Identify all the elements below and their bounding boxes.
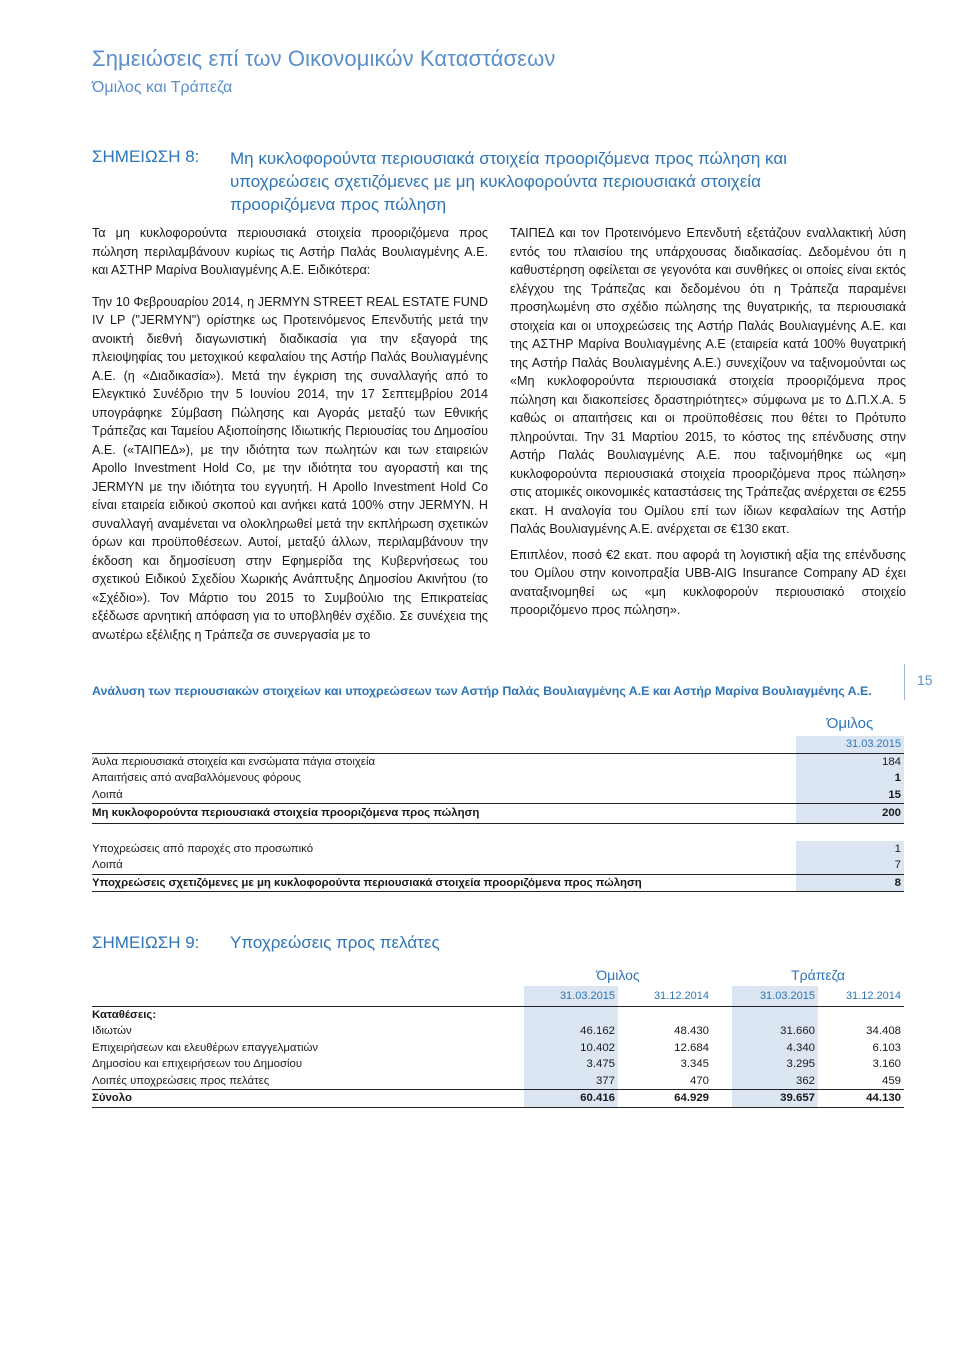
row-value: 12.684 [674, 1041, 709, 1054]
row-label: Σύνολο [92, 1092, 132, 1104]
note9-title: Υποχρεώσεις προς πελάτες [230, 933, 440, 952]
row-value: 48.430 [674, 1025, 709, 1037]
section-label: Καταθέσεις: [92, 1008, 157, 1021]
analysis-date-header: 31.03.2015 [796, 736, 904, 753]
note8-label: ΣΗΜΕΙΩΣΗ 8: [92, 147, 200, 166]
row-value: 3.475 [524, 1056, 618, 1073]
row-value: 1 [796, 841, 904, 858]
note8-paragraph: Την 10 Φεβρουαρίου 2014, η JERMYN STREET REAL ESTATE FUND IV LP ("JERMYN") ορίστηκε ως Προτεινόμενος Επενδυτής μετά την ανοικτή διεθνή διαγωνιστική διαδικασία για την εξαγορά της πλειοψηφίας του μετοχικού κεφαλαίου της Αστήρ Παλάς Βουλιαγμένης Α.Ε. (η «Διαδικασία»). Μετά την έγκριση της συναλλαγής από το Ελεγκτικό Συνέδριο την 5 Ιουνίου 2014, την 17 Σεπτεμβρίου 2014 υπογράφηκε Σύμβαση Πώλησης και Αγοράς μεταξύ των Εθνικής Τράπεζας και Ταμείου Αξιοποίησης Ιδιωτικής Περιουσίας του Δημοσίου Α.Ε. («ΤΑΙΠΕΔ»), με την ιδιότητα των πωλητών και των εταιρειών Apollo Investment Hold Co, με την ιδιότητα του αγοραστή και της JERMYN με την ιδιότητα του εγγυητή. Η Apollo Investment Hold Co είναι εταιρεία ειδικού σκοπού και ανήκει κατά 100% στην JERMYN. Η συναλλαγή αναμένεται να ολοκληρωθεί μετά την εκπλήρωση σχετικών όρων και προϋποθέσεων. Αυτοί, μεταξύ άλλων, περιλαμβάνουν την έκδοση και δημοσίευση στην Εφημερίδα της Κυβερνήσεως του σχετικού Ειδικού Σχεδίου Χωρικής Ανάπτυξης Δημοσίου Ακινήτου (το «Σχέδιο»). Τον Μάρτιο του 2015 το Συμβούλιο της Επικρατείας εξέδωσε αρνητική απόφαση για το υποβληθέν σχέδιο. Σε συνέχεια της ανωτέρω εξέλιξης η Τράπεζα σε συνεργασία με το [92, 294, 488, 642]
row-value: 200 [796, 804, 904, 824]
table-row [92, 787, 904, 804]
table-row [92, 1073, 904, 1090]
note8-paragraph: Τα μη κυκλοφορούντα περιουσιακά στοιχεία προοριζόμενα προς πώληση περιλαμβάνουν κυρίως τις Αστήρ Παλάς Βουλιαγμένης Α.Ε. και ΑΣΤΗΡ Μαρίνα Βουλιαγμένης Α.Ε. Ειδικότερα: [92, 226, 488, 277]
table-row [92, 753, 904, 770]
row-value: 8 [796, 874, 904, 892]
note8-paragraph: ΤΑΙΠΕΔ και τον Προτεινόμενο Επενδυτή εξετάζουν εναλλακτική λύση εντός του πλαισίου της υπάρχουσας διαδικασίας. Δεδομένου ότι η καθυστέρηση οφείλεται σε γεγονότα και συνθήκες οι οποίες είναι εκτός ελέγχου της Τράπεζας και δεδομένου ότι η Τράπεζα παραμένει προσηλωμένη στο σχέδιο πώλησης της θυγατρικής, τα περιουσιακά στοιχεία και οι υποχρεώσεις της Αστήρ Παλάς Βουλιαγμένης Α.Ε. και της ΑΣΤΗΡ Μαρίνα Βουλιαγμένης Α.Ε (εταιρεία κατά 100% θυγατρική της Αστήρ Παλάς Βουλιαγμένης Α.Ε.) συνεχίζουν να ταξινομούνται ως «Μη κυκλοφορούντα περιουσιακά στοιχεία προοριζόμενα προς πώληση και διακοπείσες δραστηριότητες» σύμφωνα με το Δ.Π.Χ.Α. 5 καθώς οι απαιτήσεις και οι προϋποθέσεις που θέτει το Πρότυπο πληρούνται. Την 31 Μαρτίου 2015, το κόστος της επένδυσης στην Αστήρ Παλάς Βουλιαγμένης Α.Ε. που ταξινομήθηκε ως «μη κυκλοφορούντα περιουσιακά στοιχεία προοριζόμενα προς πώληση» στις ατομικές οικονομικές καταστάσεις της Τράπεζας ανέρχεται σε €255 εκατ. Η αναλογία του Ομίλου επί των ίδιων κεφαλαίων της Αστήρ Παλάς Βουλιαγμένης Α.Ε. ανέρχεται σε €130 εκατ. [510, 226, 906, 536]
table-row [92, 1056, 904, 1073]
analysis-table [92, 712, 904, 892]
row-value: 184 [796, 753, 904, 770]
row-label: Απαιτήσεις από αναβαλλόμενους φόρους [92, 772, 301, 784]
date-header: 31.03.2015 [524, 986, 618, 1006]
row-label: Άυλα περιουσιακά στοιχεία και ενσώματα πάγια στοιχεία [92, 755, 376, 768]
table-total-row [92, 874, 904, 892]
section-row [92, 1006, 904, 1023]
note8-paragraph: Επιπλέον, ποσό €2 εκατ. που αφορά τη λογιστική αξία της επένδυσης του Ομίλου στην κοινοπραξία UBB-AIG Insurance Company AD έχει αναταξινομηθεί ως «μη κυκλοφορούν περιουσιακό στοιχείο προοριζόμενο προς πώληση». [510, 547, 906, 617]
deposits-table [92, 964, 904, 1108]
table-row [92, 1040, 904, 1057]
table-row [92, 770, 904, 787]
row-value: 3.160 [872, 1058, 901, 1070]
row-label: Δημοσίου και επιχειρήσεων του Δημοσίου [92, 1058, 303, 1070]
page-number: 15 [917, 672, 933, 688]
row-label: Λοιπά [92, 859, 123, 871]
note8-title-line: προοριζόμενα προς πώληση [230, 195, 447, 214]
row-label: Λοιπές υποχρεώσεις προς πελάτες [92, 1074, 270, 1087]
row-value: 60.416 [524, 1090, 618, 1108]
page-header-title: Σημειώσεις επί των Οικονομικών Καταστάσεων [92, 46, 556, 71]
row-value: 4.340 [732, 1040, 818, 1057]
row-label: Υποχρεώσεις σχετιζόμενες με μη κυκλοφορούντα περιουσιακά στοιχεία προοριζόμενα προς πώληση [92, 876, 642, 889]
row-value: 362 [732, 1073, 818, 1090]
note8-title-line: Μη κυκλοφορούντα περιουσιακά στοιχεία προοριζόμενα προς πώληση και [230, 149, 787, 168]
note8-title [230, 147, 870, 216]
row-label: Μη κυκλοφορούντα περιουσιακά στοιχεία προοριζόμενα προς πώληση [92, 807, 480, 820]
row-value: 10.402 [524, 1040, 618, 1057]
note8-title-line: υποχρεώσεις σχετιζόμενες με μη κυκλοφορούντα περιουσιακά στοιχεία [230, 172, 761, 191]
table-total-row [92, 1090, 904, 1108]
row-value: 64.929 [674, 1092, 709, 1104]
row-value: 6.103 [872, 1041, 901, 1054]
row-value: 470 [689, 1074, 709, 1087]
row-value: 44.130 [866, 1092, 901, 1104]
date-header: 31.12.2014 [618, 986, 712, 1006]
row-value: 7 [796, 857, 904, 874]
row-value: 31.660 [732, 1023, 818, 1040]
table-row [92, 857, 904, 874]
row-value: 39.657 [732, 1090, 818, 1108]
note8-right-column [510, 224, 906, 620]
note8-left-column [92, 224, 488, 644]
date-header: 31.12.2014 [818, 986, 904, 1006]
row-value: 1 [796, 770, 904, 787]
row-value: 459 [881, 1074, 901, 1087]
row-value: 377 [524, 1073, 618, 1090]
note9-label: ΣΗΜΕΙΩΣΗ 9: [92, 933, 200, 952]
group-header-trapeza: Τράπεζα [791, 966, 845, 983]
page-number-rule [904, 664, 905, 700]
row-label: Υποχρεώσεις από παροχές στο προσωπικό [92, 842, 314, 855]
analysis-title: Ανάλυση των περιουσιακών στοιχείων και υποχρεώσεων των Αστήρ Παλάς Βουλιαγμένης Α.Ε και Αστήρ Μαρίνα Βουλιαγμένης Α.Ε. [92, 684, 872, 698]
date-header: 31.03.2015 [732, 986, 818, 1006]
analysis-group-header: Όμιλος [826, 714, 874, 732]
row-value: 46.162 [524, 1023, 618, 1040]
row-label: Λοιπά [92, 788, 123, 801]
table-total-row [92, 804, 904, 824]
table-row [92, 1023, 904, 1040]
row-label: Επιχειρήσεων και ελευθέρων επαγγελματιών [92, 1041, 319, 1054]
table-row [92, 841, 904, 858]
row-value: 15 [796, 787, 904, 804]
row-value: 34.408 [866, 1025, 901, 1037]
row-value: 3.345 [680, 1058, 709, 1070]
group-header-omilos: Όμιλος [596, 966, 640, 983]
page-header-subtitle: Όμιλος και Τράπεζα [92, 79, 233, 96]
row-value: 3.295 [732, 1056, 818, 1073]
row-label: Ιδιωτών [92, 1025, 132, 1037]
